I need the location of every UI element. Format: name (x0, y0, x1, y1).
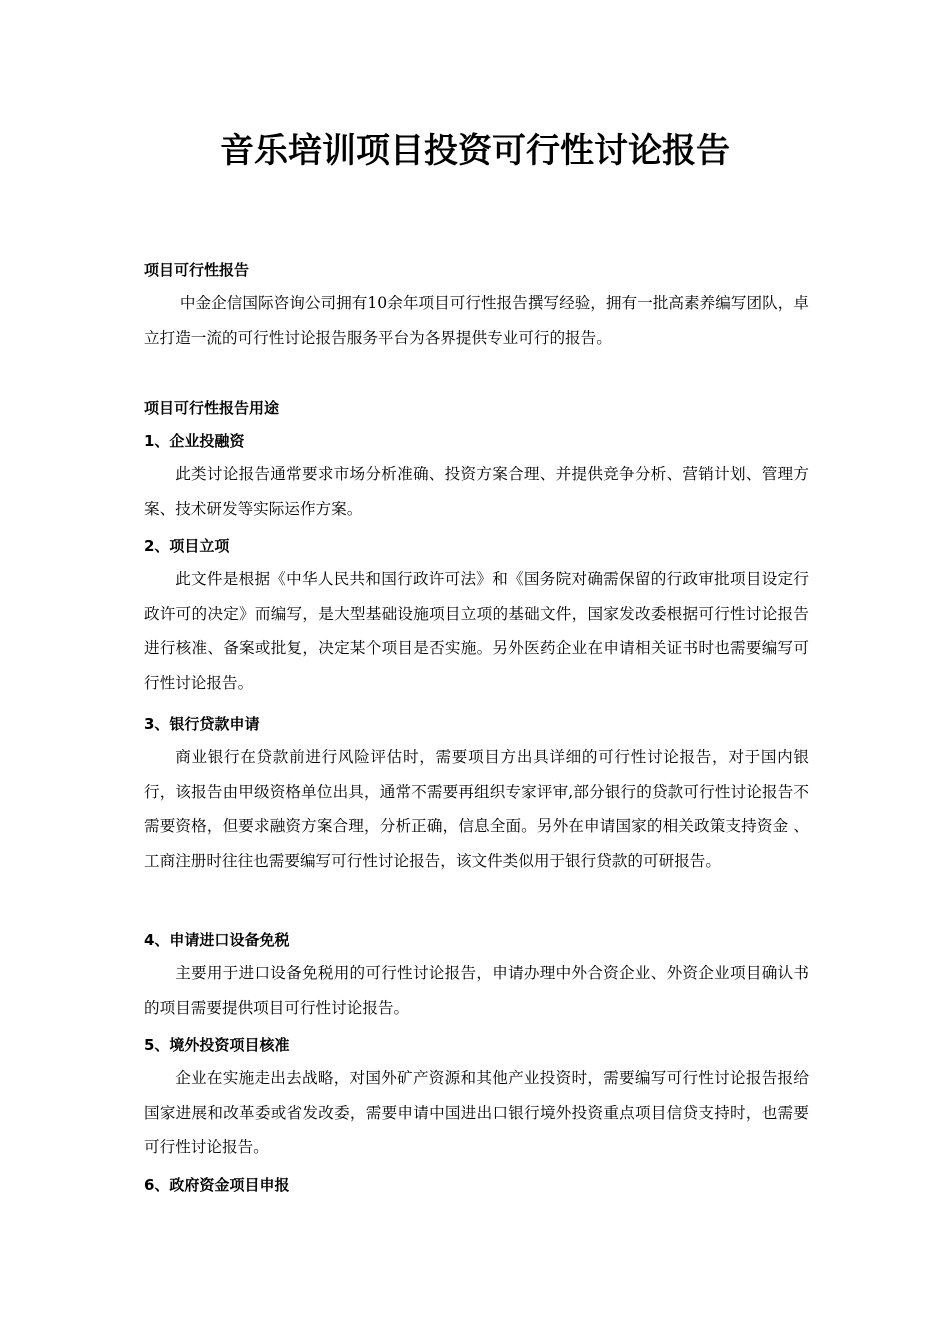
section-paragraph-bank-loan: 商业银行在贷款前进行风险评估时，需要项目方出具详细的可行性讨论报告，对于国内银行，该报告由甲级资格单位出具，通常不需要再组织专家评审,部分银行的贷款可行性讨论报告不需要资格，但要求融资方案合理，分析正确，信息全面。另外在申请国家的相关政策支持资金 、工商注册时往往也需要编写可行性讨论报告，该文件类似用于银行贷款的可研报告。 (144, 748, 809, 870)
section-heading-government-funding: 6、政府资金项目申报 (144, 1176, 290, 1194)
section-paragraph-project-approval: 此文件是根据《中华人民共和国行政许可法》和《国务院对确需保留的行政审批项目设定行政许可的决定》而编写，是大型基础设施项目立项的基础文件，国家发改委根据可行性讨论报告进行核准、备案或批复，决定某个项目是否实施。另外医药企业在申请相关证书时也需要编写可行性讨论报告。 (144, 570, 809, 692)
section-heading-investment-financing: 1、企业投融资 (144, 432, 245, 450)
document-title: 音乐培训项目投资可行性讨论报告 (220, 131, 730, 171)
section-paragraph-import-tax-exemption: 主要用于进口设备免税用的可行性讨论报告，申请办理中外合资企业、外资企业项目确认书的项目需要提供项目可行性讨论报告。 (144, 964, 809, 1017)
section-paragraph-feasibility-report: 中金企信国际咨询公司拥有10余年项目可行性报告撰写经验，拥有一批高素养编写团队，卓立打造一流的可行性讨论报告服务平台为各界提供专业可行的报告。 (144, 294, 809, 347)
section-heading-bank-loan: 3、银行贷款申请 (144, 715, 260, 733)
section-heading-overseas-investment: 5、境外投资项目核准 (144, 1036, 290, 1054)
section-paragraph-investment-financing: 此类讨论报告通常要求市场分析准确、投资方案合理、并提供竞争分析、营销计划、管理方案、技术研发等实际运作方案。 (144, 465, 809, 518)
section-heading-feasibility-report: 项目可行性报告 (144, 261, 250, 279)
section-heading-report-uses: 项目可行性报告用途 (144, 399, 280, 417)
section-heading-import-tax-exemption: 4、申请进口设备免税 (144, 931, 290, 949)
section-paragraph-overseas-investment: 企业在实施走出去战略，对国外矿产资源和其他产业投资时，需要编写可行性讨论报告报给国家进展和改革委或省发改委，需要申请中国进出口银行境外投资重点项目信贷支持时，也需要可行性讨论报告。 (144, 1069, 809, 1157)
section-heading-project-approval: 2、项目立项 (144, 537, 230, 555)
